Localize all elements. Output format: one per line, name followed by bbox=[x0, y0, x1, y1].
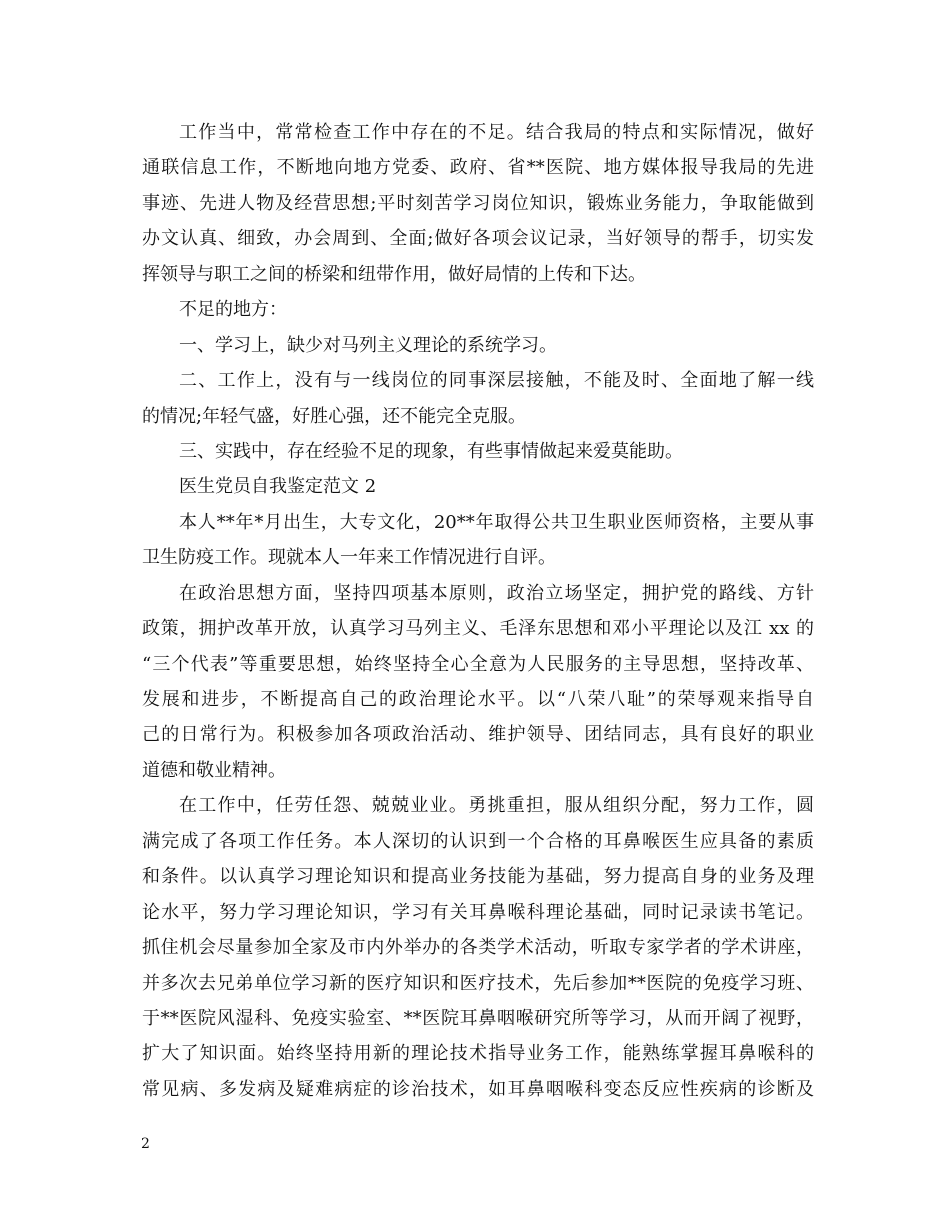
text-line: 三、实践中，存在经验不足的现象，有些事情做起来爱莫能助。 bbox=[179, 440, 683, 462]
text-line: 道德和敬业精神。 bbox=[142, 759, 286, 781]
text-line: 挥领导与职工之间的桥梁和纽带作用，做好局情的上传和下达。 bbox=[142, 263, 646, 285]
text-line: 在政治思想方面，坚持四项基本原则，政治立场坚定，拥护党的路线、方针 bbox=[179, 582, 814, 604]
text-line: 工作当中，常常检查工作中存在的不足。结合我局的特点和实际情况，做好 bbox=[179, 122, 814, 143]
text-line: 办文认真、细致，办会周到、全面;做好各项会议记录，当好领导的帮手，切实发 bbox=[142, 228, 814, 250]
text-line: 事迹、先进人物及经营思想;平时刻苦学习岗位知识，锻炼业务能力，争取能做到 bbox=[142, 192, 814, 214]
text-line: 和条件。以认真学习理论知识和提高业务技能为基础，努力提高自身的业务及理 bbox=[142, 866, 814, 888]
page-number: 2 bbox=[141, 1136, 150, 1152]
text-line: 政策，拥护改革开放，认真学习马列主义、毛泽东思想和邓小平理论以及江 xx 的 bbox=[142, 618, 814, 640]
text-line: 发展和进步，不断提高自己的政治理论水平。以“八荣八耻”的荣辱观来指导自 bbox=[142, 689, 814, 710]
text-line: 的情况;年轻气盛，好胜心强，还不能完全克服。 bbox=[142, 405, 527, 427]
text-line: 论水平，努力学习理论知识，学习有关耳鼻喉科理论基础，同时记录读书笔记。 bbox=[142, 901, 814, 923]
text-line: 一、学习上，缺少对马列主义理论的系统学习。 bbox=[179, 334, 557, 356]
text-line: “三个代表”等重要思想，始终坚持全心全意为人民服务的主导思想，坚持改革、 bbox=[142, 653, 814, 675]
text-line: 二、工作上，没有与一线岗位的同事深层接触，不能及时、全面地了解一线 bbox=[179, 370, 814, 392]
text-line: 卫生防疫工作。现就本人一年来工作情况进行自评。 bbox=[142, 547, 556, 569]
text-line: 医生党员自我鉴定范文 2 bbox=[179, 476, 377, 498]
text-line: 扩大了知识面。始终坚持用新的理论技术指导业务工作，能熟练掌握耳鼻喉科的 bbox=[142, 1043, 814, 1065]
text-line: 不足的地方： bbox=[179, 299, 287, 321]
text-line: 在工作中，任劳任怨、兢兢业业。勇挑重担，服从组织分配，努力工作，圆 bbox=[179, 795, 814, 817]
text-line: 本人**年*月出生，大专文化，20**年取得公共卫生职业医师资格，主要从事 bbox=[179, 511, 814, 533]
document-body bbox=[142, 115, 814, 1107]
text-line: 满完成了各项工作任务。本人深切的认识到一个合格的耳鼻喉医生应具备的素质 bbox=[142, 830, 814, 852]
text-line: 于**医院风湿科、免疫实验室、**医院耳鼻咽喉研究所等学习，从而开阔了视野， bbox=[142, 1007, 814, 1029]
text-line: 己的日常行为。积极参加各项政治活动、维护领导、团结同志，具有良好的职业 bbox=[142, 724, 814, 746]
text-line: 通联信息工作，不断地向地方党委、政府、省**医院、地方媒体报导我局的先进 bbox=[142, 157, 814, 179]
text-line: 抓住机会尽量参加全家及市内外举办的各类学术活动，听取专家学者的学术讲座， bbox=[142, 937, 814, 959]
text-line: 并多次去兄弟单位学习新的医疗知识和医疗技术，先后参加**医院的免疫学习班、 bbox=[142, 972, 814, 994]
text-line: 常见病、多发病及疑难病症的诊治技术，如耳鼻咽喉科变态反应性疾病的诊断及 bbox=[142, 1078, 814, 1100]
